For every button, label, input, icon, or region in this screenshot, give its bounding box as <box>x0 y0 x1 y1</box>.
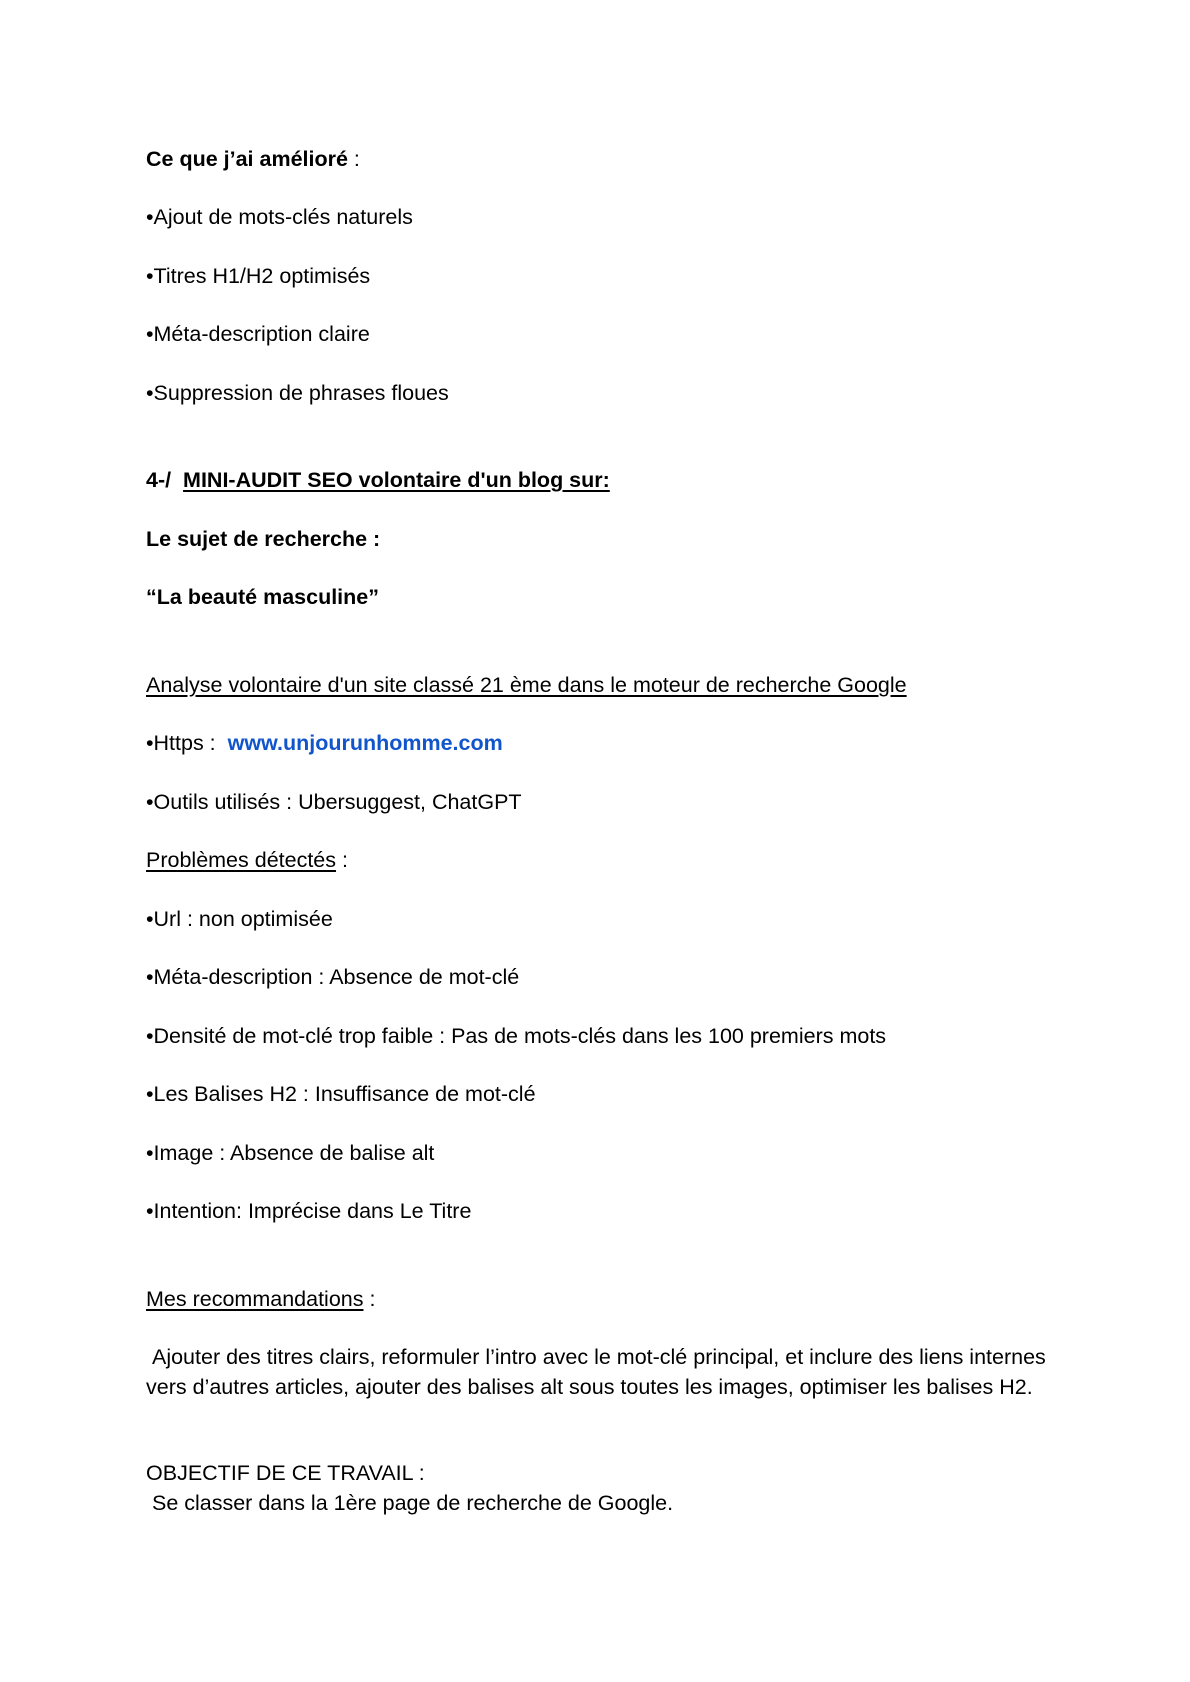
problem-item: •Les Balises H2 : Insuffisance de mot-clé <box>146 1082 536 1106</box>
problems-heading-suffix: : <box>336 848 348 872</box>
improved-item: •Titres H1/H2 optimisés <box>146 264 371 288</box>
problem-item: •Méta-description : Absence de mot-clé <box>146 965 520 989</box>
analysis-heading: Analyse volontaire d'un site classé 21 ème dans le moteur de recherche Google <box>146 673 907 697</box>
objective-heading: OBJECTIF DE CE TRAVAIL : <box>146 1461 425 1485</box>
subject-label: Le sujet de recherche : <box>146 527 381 551</box>
https-line <box>146 730 503 756</box>
problem-item: •Intention: Imprécise dans Le Titre <box>146 1199 472 1223</box>
problems-heading <box>146 847 348 873</box>
improved-heading-suffix: : <box>347 147 360 171</box>
problems-heading-label: Problèmes détectés <box>146 848 337 872</box>
audit-title <box>146 467 610 493</box>
improved-item: •Suppression de phrases floues <box>146 381 449 405</box>
improved-heading-label: Ce que j’ai amélioré <box>146 147 348 171</box>
problem-item: •Densité de mot-clé trop faible : Pas de mots-clés dans les 100 premiers mots <box>146 1024 887 1048</box>
improved-item: •Méta-description claire <box>146 322 370 346</box>
audit-number: 4-/ <box>146 468 172 492</box>
https-label: •Https : <box>146 731 216 755</box>
problem-item: •Image : Absence de balise alt <box>146 1141 435 1165</box>
site-link[interactable]: www.unjourunhomme.com <box>227 731 503 755</box>
objective-text: Se classer dans la 1ère page de recherche de Google. <box>146 1491 674 1515</box>
recommendations-heading-label: Mes recommandations <box>146 1287 364 1311</box>
improved-heading <box>146 146 360 172</box>
audit-title-text: MINI-AUDIT SEO volontaire d'un blog sur: <box>183 468 610 492</box>
recommendations-heading <box>146 1286 375 1312</box>
recommendations-text: Ajouter des titres clairs, reformuler l’intro avec le mot-clé principal, et inclure des liens internes vers d’autres articles, ajouter des balises alt sous toutes les images, optimiser les balises H2. <box>146 1345 1052 1399</box>
improved-item: •Ajout de mots-clés naturels <box>146 205 413 229</box>
subject-title: “La beauté masculine” <box>146 585 379 609</box>
problem-item: •Url : non optimisée <box>146 907 333 931</box>
tools-line: •Outils utilisés : Ubersuggest, ChatGPT <box>146 790 522 814</box>
recommendations-heading-suffix: : <box>363 1287 376 1311</box>
